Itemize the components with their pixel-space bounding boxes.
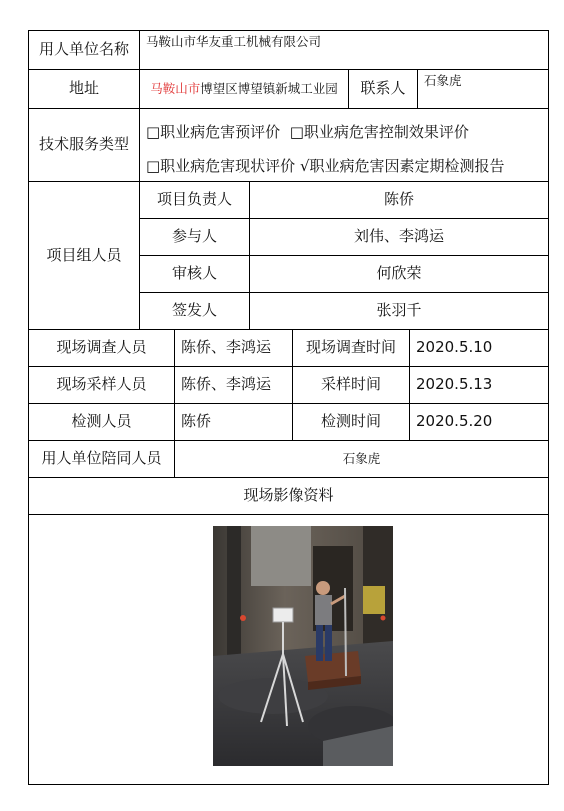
sampling-staff-label: 现场采样人员 [28, 366, 175, 404]
survey-staff-value: 陈侨、李鸿运 [174, 329, 293, 367]
escort-value: 石象虎 [174, 440, 549, 478]
sampling-staff-value: 陈侨、李鸿运 [174, 366, 293, 404]
survey-time-label: 现场调查时间 [292, 329, 410, 367]
team-member: 张羽千 [249, 292, 549, 330]
team-role: 审核人 [139, 255, 250, 293]
service-option-pre-evaluation: □职业病危害预评价 [146, 123, 281, 141]
service-type-options [139, 108, 549, 182]
service-option-periodic-testing: √职业病危害因素定期检测报告 [299, 157, 505, 175]
survey-staff-label: 现场调查人员 [28, 329, 175, 367]
site-photo [213, 526, 393, 766]
team-member: 何欣荣 [249, 255, 549, 293]
sampling-time-value: 2020.5.13 [409, 366, 549, 404]
team-member: 刘伟、李鸿运 [249, 218, 549, 256]
service-type-label: 技术服务类型 [28, 108, 140, 182]
escort-label: 用人单位陪同人员 [28, 440, 175, 478]
site-images-title: 现场影像资料 [28, 477, 549, 515]
service-option-status-evaluation: □职业病危害现状评价 [146, 157, 296, 175]
team-member: 陈侨 [249, 181, 549, 219]
contact-label: 联系人 [348, 69, 418, 109]
sampling-time-label: 采样时间 [292, 366, 410, 404]
testing-time-value: 2020.5.20 [409, 403, 549, 441]
service-option-control-effect: □职业病危害控制效果评价 [289, 123, 469, 141]
team-role: 项目负责人 [139, 181, 250, 219]
unit-name-value: 马鞍山市华友重工机械有限公司 [139, 30, 549, 70]
testing-time-label: 检测时间 [292, 403, 410, 441]
team-label: 项目组人员 [28, 181, 140, 330]
testing-staff-label: 检测人员 [28, 403, 175, 441]
address-city: 马鞍山市 [150, 80, 201, 96]
unit-name-label: 用人单位名称 [28, 30, 140, 70]
address-label: 地址 [28, 69, 140, 109]
testing-staff-value: 陈侨 [174, 403, 293, 441]
survey-time-value: 2020.5.10 [409, 329, 549, 367]
contact-value: 石象虎 [417, 69, 549, 109]
team-role: 签发人 [139, 292, 250, 330]
team-role: 参与人 [139, 218, 250, 256]
address-rest: 博望区博望镇新城工业园 [200, 80, 338, 96]
address-value [139, 69, 349, 109]
